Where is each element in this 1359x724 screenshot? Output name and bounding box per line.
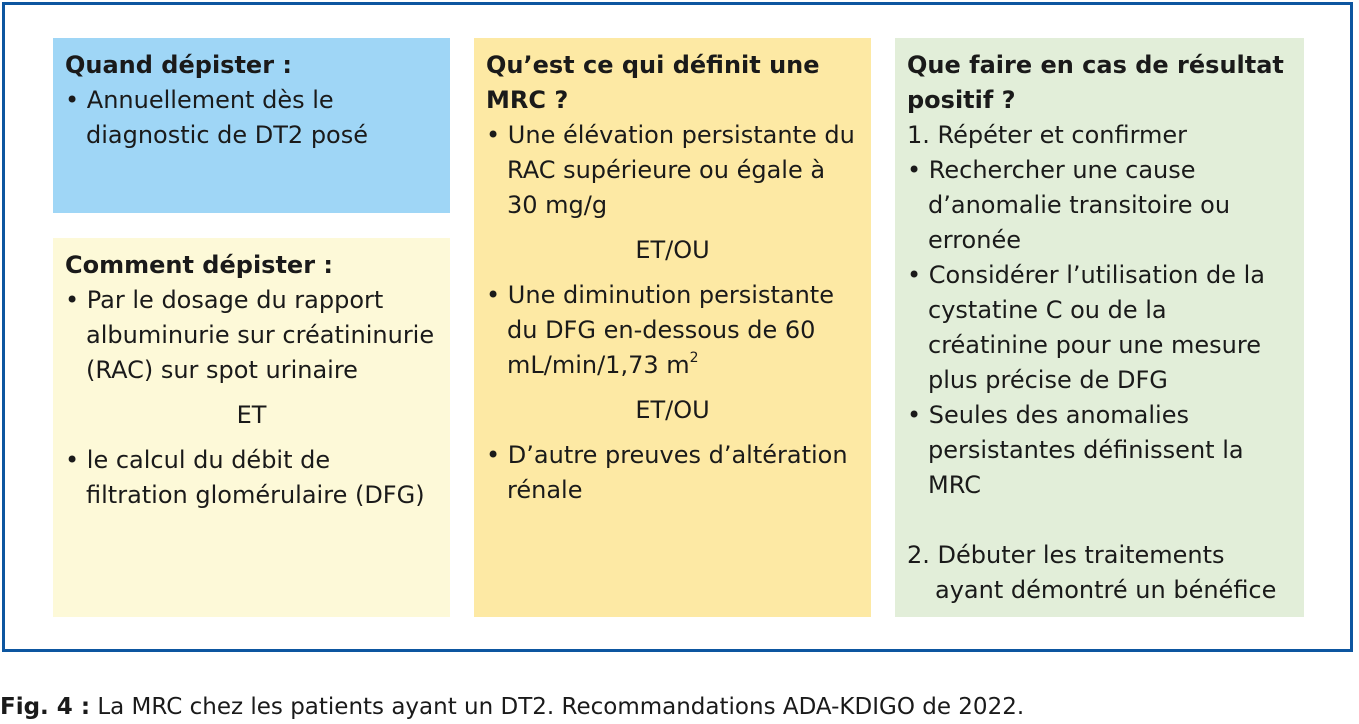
positive-result-step-1: 1. Répéter et confirmer: [907, 121, 1188, 149]
figure-caption-text: La MRC chez les patients ayant un DT2. Recommandations ADA-KDIGO de 2022.: [90, 694, 1025, 720]
mrc-definition-bullet-1: • Une élévation persistante du RAC supérieure ou égale à 30 mg/g: [486, 121, 855, 219]
positive-result-bullet-3: • Seules des anomalies persistantes définissent la MRC: [907, 401, 1244, 499]
superscript-two: 2: [689, 350, 699, 366]
spacer: [907, 503, 1292, 538]
mrc-definition-bullet-3: • D’autre preuves d’altération rénale: [486, 441, 848, 504]
when-screen-bullet: • Annuellement dès le diagnostic de DT2 posé: [65, 86, 368, 149]
mrc-definition-title: Qu’est ce qui définit une MRC ?: [486, 51, 820, 114]
positive-result-bullet-2: • Considérer l’utilisation de la cystatine C ou de la créatinine pour une mesure plus précise de DFG: [907, 261, 1265, 394]
how-screen-bullet-1: • Par le dosage du rapport albuminurie sur créatininurie (RAC) sur spot urinaire: [65, 286, 435, 384]
when-screen-title: Quand dépister :: [65, 51, 292, 79]
positive-result-bullet-1: • Rechercher une cause d’anomalie transitoire ou erronée: [907, 156, 1231, 254]
how-screen-bullet-2: • le calcul du débit de filtration glomérulaire (DFG): [65, 446, 425, 509]
how-screen-title: Comment dépister :: [65, 251, 333, 279]
how-screen-box: [53, 238, 450, 617]
positive-result-title: Que faire en cas de résultat positif ?: [907, 51, 1284, 114]
mrc-definition-connector-1: ET/OU: [635, 236, 710, 264]
mrc-definition-bullet-2: [486, 278, 859, 383]
positive-result-step-2: 2. Débuter les traitements ayant démontré un bénéfice: [907, 541, 1277, 604]
mrc-definition-bullet-2-text: • Une diminution persistante du DFG en-dessous de 60 mL/min/1,73 m: [486, 281, 834, 379]
positive-result-box: [895, 38, 1304, 617]
mrc-definition-connector-2: ET/OU: [635, 396, 710, 424]
figure-caption-label: Fig. 4 :: [0, 694, 91, 720]
mrc-definition-box: [474, 38, 871, 617]
when-screen-box: [53, 38, 450, 213]
how-screen-connector: ET: [236, 401, 267, 429]
figure-caption: [0, 693, 1024, 721]
